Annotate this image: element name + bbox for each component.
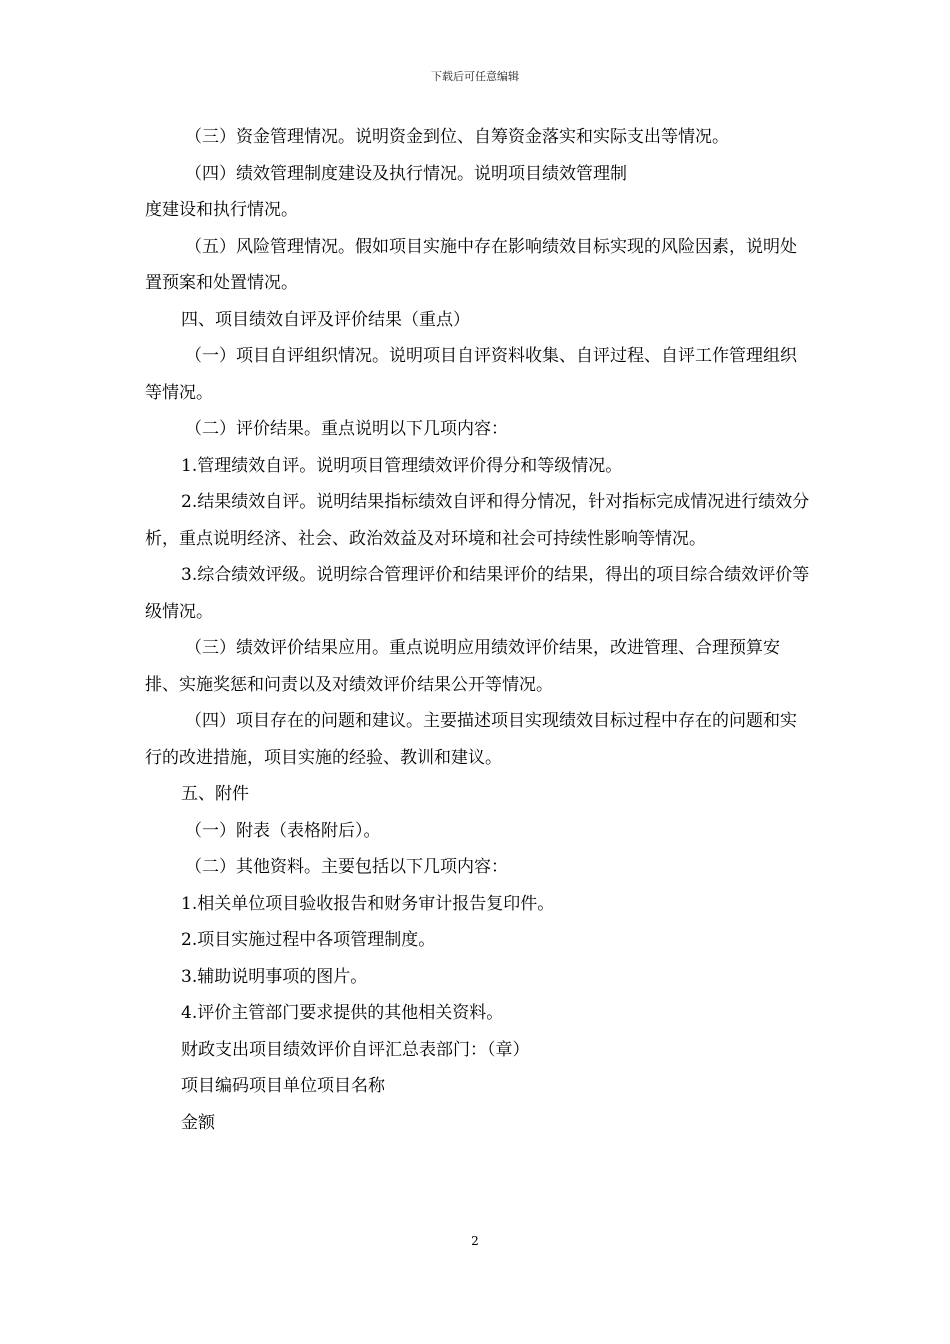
list-item-overall-rating: 3.综合绩效评级。说明综合管理评价和结果评价的结果，得出的项目综合绩效评价等级情况。 xyxy=(145,565,810,622)
paragraph-performance-system: （四）绩效管理制度建设及执行情况。说明项目绩效管理制 xyxy=(185,163,627,184)
section-heading-four: 四、项目绩效自评及评价结果（重点） xyxy=(181,309,470,330)
list-item-management-performance: 1.管理绩效自评。说明项目管理绩效评价得分和等级情况。 xyxy=(181,455,623,476)
summary-table-title: 财政支出项目绩效评价自评汇总表部门：（章） xyxy=(181,1039,530,1060)
page-header: 下载后可任意编辑 xyxy=(431,70,519,83)
list-item-result-performance: 2.结果绩效自评。说明结果指标绩效自评和得分情况，针对指标完成情况进行绩效分析，重点说明经济、社会、政治效益及对环境和社会可持续性影响等情况。 xyxy=(145,492,810,549)
paragraph-self-eval-organization: （一）项目自评组织情况。说明项目自评资料收集、自评过程、自评工作管理组织等情况。 xyxy=(145,346,797,403)
paragraph-funds-management: （三）资金管理情况。说明资金到位、自筹资金落实和实际支出等情况。 xyxy=(185,127,729,147)
paragraph-risk-management: （五）风险管理情况。假如项目实施中存在影响绩效目标实现的风险因素，说明处置预案和处置情况。 xyxy=(145,236,797,293)
paragraph-problems-suggestions: （四）项目存在的问题和建议。主要描述项目实现绩效目标过程中存在的问题和实行的改进措施，项目实施的经验、教训和建议。 xyxy=(145,711,797,768)
paragraph-other-materials: （二）其他资料。主要包括以下几项内容： xyxy=(185,857,508,877)
summary-table-amount: 金额 xyxy=(181,1112,215,1133)
list-item-other-materials: 4.评价主管部门要求提供的其他相关资料。 xyxy=(181,1003,504,1023)
page-number: 2 xyxy=(471,1234,479,1248)
paragraph-performance-system-cont: 度建设和执行情况。 xyxy=(145,200,298,220)
list-item-management-rules: 2.项目实施过程中各项管理制度。 xyxy=(181,930,436,950)
section-heading-five: 五、附件 xyxy=(181,784,249,804)
paragraph-eval-results: （二）评价结果。重点说明以下几项内容： xyxy=(185,419,508,439)
list-item-acceptance-report: 1.相关单位项目验收报告和财务审计报告复印件。 xyxy=(181,893,555,914)
paragraph-attached-tables: （一）附表（表格附后）。 xyxy=(185,820,381,841)
list-item-pictures: 3.辅助说明事项的图片。 xyxy=(181,966,368,987)
document-body xyxy=(145,119,810,1141)
summary-table-columns: 项目编码项目单位项目名称 xyxy=(181,1076,385,1096)
paragraph-results-application: （三）绩效评价结果应用。重点说明应用绩效评价结果，改进管理、合理预算安排、实施奖惩和问责以及对绩效评价结果公开等情况。 xyxy=(145,638,780,695)
